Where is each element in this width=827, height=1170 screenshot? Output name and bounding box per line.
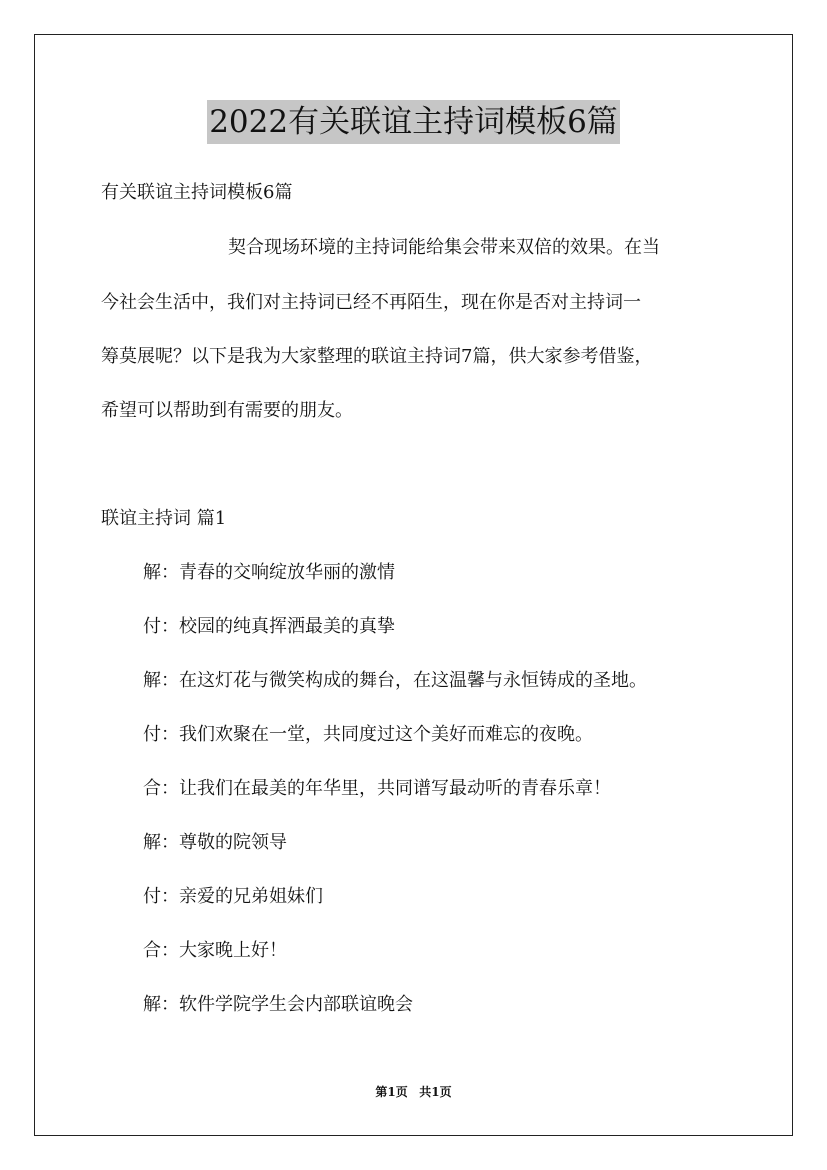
dialogue-line: 合：让我们在最美的年华里，共同谱写最动听的青春乐章！ bbox=[143, 778, 611, 799]
dialogue-line: 解：在这灯花与微笑构成的舞台，在这温馨与永恒铸成的圣地。 bbox=[143, 670, 647, 691]
intro-line: 今社会生活中，我们对主持词已经不再陌生，现在你是否对主持词一 bbox=[101, 292, 641, 313]
document-title: 2022有关联谊主持词模板6篇 bbox=[207, 100, 620, 144]
dialogue-line: 解：软件学院学生会内部联谊晚会 bbox=[143, 994, 413, 1015]
document-subtitle: 有关联谊主持词模板6篇 bbox=[101, 182, 293, 203]
page-footer bbox=[0, 1084, 827, 1100]
dialogue-line: 付：亲爱的兄弟姐妹们 bbox=[143, 886, 323, 907]
dialogue-line: 解：青春的交响绽放华丽的激情 bbox=[143, 562, 395, 583]
dialogue-line: 付：我们欢聚在一堂，共同度过这个美好而难忘的夜晚。 bbox=[143, 724, 593, 745]
intro-line: 希望可以帮助到有需要的朋友。 bbox=[101, 400, 353, 421]
dialogue-line: 付：校园的纯真挥洒最美的真挚 bbox=[143, 616, 395, 637]
intro-line: 筹莫展呢？以下是我为大家整理的联谊主持词7篇，供大家参考借鉴， bbox=[101, 346, 653, 367]
section-heading: 联谊主持词 篇1 bbox=[101, 508, 227, 529]
dialogue-line: 解：尊敬的院领导 bbox=[143, 832, 287, 853]
page-total: 共1页 bbox=[419, 1085, 452, 1099]
dialogue-line: 合：大家晚上好！ bbox=[143, 940, 287, 961]
page-number: 第1页 bbox=[375, 1085, 408, 1099]
title-block bbox=[0, 100, 827, 144]
intro-line: 契合现场环境的主持词能给集会带来双倍的效果。在当 bbox=[228, 237, 660, 258]
